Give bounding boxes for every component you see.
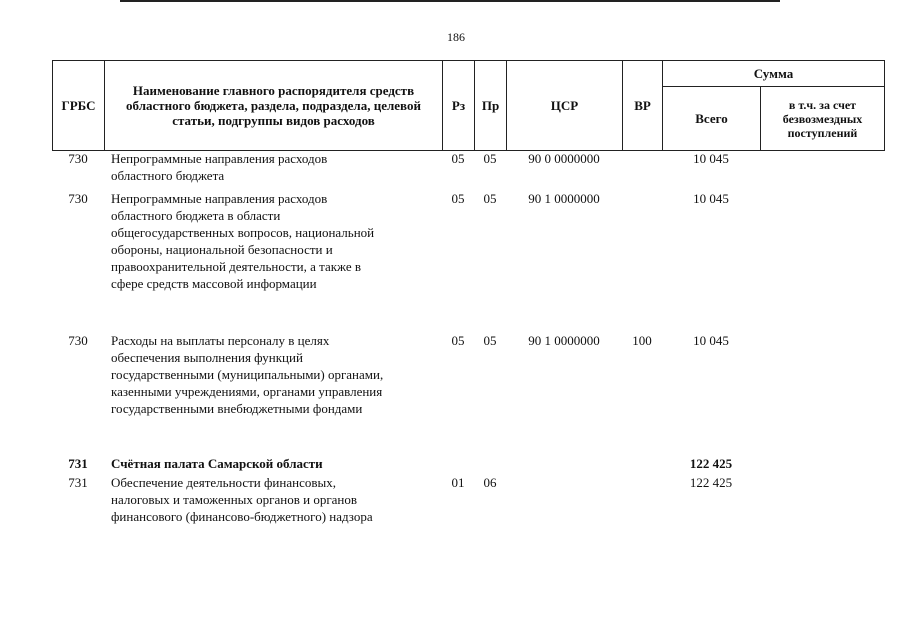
row-pr: 05 (483, 191, 497, 206)
row-name-line: областного бюджета (111, 168, 225, 183)
row-pr: 05 (483, 151, 497, 166)
row-total: 122 425 (689, 456, 733, 471)
row-grbs: 731 (68, 475, 88, 490)
header-rz: Рз (442, 60, 475, 151)
header-sum: Сумма (662, 60, 885, 87)
header-grant: в т.ч. за счет безвозмездных поступлений (760, 86, 885, 151)
row-name-line: Обеспечение деятельности финансовых, (111, 475, 336, 490)
row-name-line: Непрограммные направления расходов (111, 191, 328, 206)
row-csr: 90 1 0000000 (528, 191, 600, 206)
row-name-line: Непрограммные направления расходов (111, 151, 328, 166)
row-name-line: общегосударственных вопросов, национальной (111, 225, 375, 240)
row-total: 122 425 (689, 475, 733, 490)
row-rz: 05 (451, 191, 465, 206)
row-name (111, 474, 441, 525)
row-rz: 01 (451, 475, 465, 490)
header-vr: ВР (622, 60, 663, 151)
row-vr: 100 (632, 333, 652, 348)
row-total: 10 045 (693, 151, 729, 166)
row-pr: 05 (483, 333, 497, 348)
row-name-line: казенными учреждениями, органами управления (111, 384, 383, 399)
row-csr: 90 1 0000000 (528, 333, 600, 348)
row-rz: 05 (451, 151, 465, 166)
row-name (111, 190, 441, 292)
header-name: Наименование главного распорядителя средств областного бюджета, раздела, подраздела, целевой статьи, подгруппы видов расходов (104, 60, 443, 151)
row-name (111, 332, 441, 417)
header-total: Всего (662, 86, 761, 151)
row-name-line: государственными (муниципальными) органами, (111, 367, 384, 382)
row-name-line: правоохранительной деятельности, а также в (111, 259, 362, 274)
row-grbs: 731 (68, 456, 88, 471)
row-name-line: государственными внебюджетными фондами (111, 401, 363, 416)
row-total: 10 045 (693, 191, 729, 206)
row-name-line: областного бюджета в области (111, 208, 281, 223)
row-name (111, 455, 441, 472)
row-name-line: обороны, национальной безопасности и (111, 242, 333, 257)
row-grbs: 730 (68, 333, 88, 348)
header-csr: ЦСР (506, 60, 623, 151)
row-rz: 05 (451, 333, 465, 348)
page-number: 186 (447, 30, 465, 44)
row-csr: 90 0 0000000 (528, 151, 600, 166)
row-total: 10 045 (693, 333, 729, 348)
row-name-line: налоговых и таможенных органов и органов (111, 492, 358, 507)
header-pr: Пр (474, 60, 507, 151)
header-grbs: ГРБС (52, 60, 105, 151)
row-name-line: сфере средств массовой информации (111, 276, 317, 291)
row-name-line: Расходы на выплаты персоналу в целях (111, 333, 330, 348)
row-name (111, 150, 441, 184)
row-grbs: 730 (68, 191, 88, 206)
top-scan-rule (120, 0, 780, 2)
row-name-line: обеспечения выполнения функций (111, 350, 303, 365)
row-pr: 06 (483, 475, 497, 490)
row-name-line: финансового (финансово-бюджетного) надзора (111, 509, 373, 524)
row-name-line: Счётная палата Самарской области (111, 456, 323, 471)
row-grbs: 730 (68, 151, 88, 166)
